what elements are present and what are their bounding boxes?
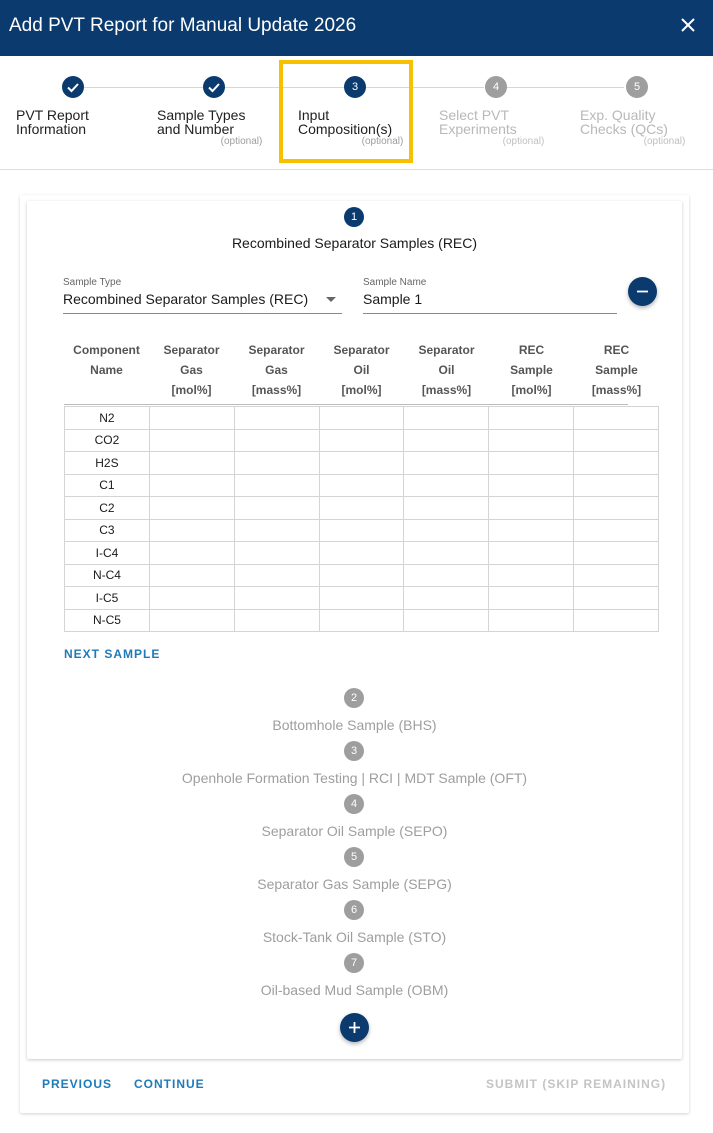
dialog-title: Add PVT Report for Manual Update 2026 bbox=[9, 15, 357, 36]
submit-skip-remaining-button[interactable]: SUBMIT (SKIP REMAINING) bbox=[486, 1077, 667, 1091]
step-number: 3 bbox=[344, 76, 366, 98]
step-label: PVT Report Information bbox=[16, 107, 89, 137]
sample-section-title[interactable]: Openhole Formation Testing | RCI | MDT Sample (OFT) bbox=[181, 770, 528, 786]
table-cell-input[interactable] bbox=[149, 542, 234, 565]
sample-section-title[interactable]: Separator Oil Sample (SEPO) bbox=[261, 823, 448, 839]
table-cell-input[interactable] bbox=[404, 564, 489, 587]
composition-table-header bbox=[64, 340, 660, 404]
sample-number-badge: 7 bbox=[344, 953, 364, 973]
step-quality-checks[interactable] bbox=[564, 56, 705, 166]
table-cell-input[interactable] bbox=[489, 452, 574, 475]
component-name: C3 bbox=[65, 519, 150, 542]
step-label: Input Composition(s) bbox=[298, 107, 393, 137]
table-cell-input[interactable] bbox=[489, 519, 574, 542]
table-cell-input[interactable] bbox=[489, 497, 574, 520]
minus-icon bbox=[628, 277, 657, 306]
table-cell-input[interactable] bbox=[404, 609, 489, 632]
step-optional: (optional) bbox=[502, 136, 545, 147]
step-number: 5 bbox=[626, 76, 648, 98]
previous-button[interactable]: PREVIOUS bbox=[42, 1077, 113, 1091]
composition-table bbox=[64, 406, 659, 632]
table-cell-input[interactable] bbox=[234, 542, 319, 565]
column-header: Separator Gas [mol%] bbox=[163, 343, 220, 397]
sample-section-title[interactable]: Stock-Tank Oil Sample (STO) bbox=[262, 929, 447, 945]
chevron-down-icon bbox=[326, 297, 336, 302]
column-header: REC Sample [mass%] bbox=[591, 343, 642, 397]
table-cell-input[interactable] bbox=[319, 429, 404, 452]
table-cell-input[interactable] bbox=[149, 474, 234, 497]
add-sample-button[interactable] bbox=[340, 1013, 369, 1042]
table-cell-input[interactable] bbox=[574, 519, 659, 542]
sample-section-title[interactable]: Bottomhole Sample (BHS) bbox=[272, 717, 437, 733]
component-name: N-C5 bbox=[65, 609, 150, 632]
component-name: I-C5 bbox=[65, 587, 150, 610]
table-cell-input[interactable] bbox=[234, 474, 319, 497]
table-cell-input[interactable] bbox=[489, 407, 574, 430]
sample-number-badge: 1 bbox=[344, 207, 364, 227]
plus-icon bbox=[340, 1013, 369, 1042]
table-cell-input[interactable] bbox=[404, 407, 489, 430]
continue-button[interactable]: CONTINUE bbox=[134, 1077, 205, 1091]
component-name: N-C4 bbox=[65, 564, 150, 587]
table-cell-input[interactable] bbox=[234, 452, 319, 475]
sample-type-value: Recombined Separator Samples (REC) bbox=[63, 291, 342, 314]
table-cell-input[interactable] bbox=[149, 564, 234, 587]
close-icon[interactable] bbox=[677, 14, 699, 36]
column-header: Separator Gas [mass%] bbox=[248, 343, 305, 397]
table-cell-input[interactable] bbox=[574, 587, 659, 610]
table-row bbox=[65, 519, 659, 542]
sample-name-label: Sample Name bbox=[363, 277, 427, 288]
table-row bbox=[65, 474, 659, 497]
check-icon bbox=[62, 76, 84, 98]
table-cell-input[interactable] bbox=[574, 542, 659, 565]
table-cell-input[interactable] bbox=[149, 587, 234, 610]
table-cell-input[interactable] bbox=[234, 429, 319, 452]
component-name: I-C4 bbox=[65, 542, 150, 565]
table-cell-input[interactable] bbox=[404, 452, 489, 475]
table-cell-input[interactable] bbox=[574, 609, 659, 632]
table-cell-input[interactable] bbox=[319, 452, 404, 475]
table-row bbox=[65, 407, 659, 430]
column-header: Component Name bbox=[73, 343, 140, 377]
table-cell-input[interactable] bbox=[574, 407, 659, 430]
table-cell-input[interactable] bbox=[319, 497, 404, 520]
table-cell-input[interactable] bbox=[234, 564, 319, 587]
table-row bbox=[65, 587, 659, 610]
table-cell-input[interactable] bbox=[574, 452, 659, 475]
step-optional: (optional) bbox=[643, 136, 686, 147]
remove-sample-button[interactable] bbox=[628, 277, 657, 306]
component-name: N2 bbox=[65, 407, 150, 430]
check-icon bbox=[203, 76, 225, 98]
component-name: C2 bbox=[65, 497, 150, 520]
sample-number-badge: 5 bbox=[344, 847, 364, 867]
step-label: Select PVT Experiments bbox=[439, 107, 517, 137]
table-row bbox=[65, 542, 659, 565]
component-name: H2S bbox=[65, 452, 150, 475]
sample-section-title[interactable]: Separator Gas Sample (SEPG) bbox=[257, 876, 452, 892]
table-row bbox=[65, 497, 659, 520]
table-cell-input[interactable] bbox=[319, 407, 404, 430]
table-cell-input[interactable] bbox=[234, 497, 319, 520]
sample-number-badge: 4 bbox=[344, 794, 364, 814]
table-row bbox=[65, 452, 659, 475]
column-header: Separator Oil [mass%] bbox=[418, 343, 475, 397]
table-cell-input[interactable] bbox=[404, 519, 489, 542]
table-row bbox=[65, 564, 659, 587]
table-row bbox=[65, 429, 659, 452]
header-divider bbox=[64, 404, 628, 405]
table-cell-input[interactable] bbox=[489, 609, 574, 632]
table-cell-input[interactable] bbox=[319, 564, 404, 587]
table-cell-input[interactable] bbox=[574, 474, 659, 497]
table-cell-input[interactable] bbox=[319, 519, 404, 542]
active-step-highlight bbox=[279, 60, 413, 163]
table-cell-input[interactable] bbox=[404, 497, 489, 520]
next-sample-button[interactable]: NEXT SAMPLE bbox=[64, 647, 161, 661]
table-cell-input[interactable] bbox=[404, 474, 489, 497]
table-cell-input[interactable] bbox=[574, 564, 659, 587]
sample-name-input[interactable]: Sample 1 bbox=[363, 291, 617, 314]
table-cell-input[interactable] bbox=[489, 474, 574, 497]
sample-number-badge: 2 bbox=[344, 688, 364, 708]
step-label: Exp. Quality Checks (QCs) bbox=[580, 107, 668, 137]
table-cell-input[interactable] bbox=[489, 542, 574, 565]
step-select-pvt-experiments[interactable] bbox=[423, 56, 564, 166]
table-cell-input[interactable] bbox=[404, 542, 489, 565]
table-cell-input[interactable] bbox=[319, 609, 404, 632]
step-number: 4 bbox=[485, 76, 507, 98]
sample-number-badge: 3 bbox=[344, 741, 364, 761]
sample-type-label: Sample Type bbox=[63, 277, 122, 288]
step-optional: (optional) bbox=[220, 136, 263, 147]
step-pvt-report-information[interactable] bbox=[0, 56, 141, 166]
table-cell-input[interactable] bbox=[234, 609, 319, 632]
table-cell-input[interactable] bbox=[149, 452, 234, 475]
sample-section-title[interactable]: Oil-based Mud Sample (OBM) bbox=[260, 982, 449, 998]
table-cell-input[interactable] bbox=[234, 519, 319, 542]
table-cell-input[interactable] bbox=[489, 429, 574, 452]
table-cell-input[interactable] bbox=[149, 519, 234, 542]
table-cell-input[interactable] bbox=[149, 497, 234, 520]
table-cell-input[interactable] bbox=[234, 587, 319, 610]
stepper bbox=[0, 56, 713, 170]
component-name: CO2 bbox=[65, 429, 150, 452]
table-cell-input[interactable] bbox=[574, 497, 659, 520]
step-label: Sample Types and Number bbox=[157, 107, 246, 137]
sample-number-badge: 6 bbox=[344, 900, 364, 920]
column-header: REC Sample [mol%] bbox=[510, 343, 553, 397]
table-cell-input[interactable] bbox=[149, 429, 234, 452]
sample-type-select[interactable] bbox=[63, 277, 342, 314]
table-cell-input[interactable] bbox=[149, 609, 234, 632]
table-cell-input[interactable] bbox=[234, 407, 319, 430]
table-cell-input[interactable] bbox=[319, 474, 404, 497]
table-cell-input[interactable] bbox=[489, 564, 574, 587]
sample-section-title: Recombined Separator Samples (REC) bbox=[231, 235, 478, 251]
component-name: C1 bbox=[65, 474, 150, 497]
table-cell-input[interactable] bbox=[319, 542, 404, 565]
table-cell-input[interactable] bbox=[404, 429, 489, 452]
dialog-header bbox=[0, 0, 713, 56]
table-cell-input[interactable] bbox=[574, 429, 659, 452]
sample-name-field[interactable] bbox=[363, 277, 617, 314]
step-sample-types[interactable] bbox=[141, 56, 282, 166]
step-optional: (optional) bbox=[361, 136, 404, 147]
table-cell-input[interactable] bbox=[404, 587, 489, 610]
column-header: Separator Oil [mol%] bbox=[333, 343, 390, 397]
table-row bbox=[65, 609, 659, 632]
table-cell-input[interactable] bbox=[489, 587, 574, 610]
table-cell-input[interactable] bbox=[319, 587, 404, 610]
table-cell-input[interactable] bbox=[149, 407, 234, 430]
